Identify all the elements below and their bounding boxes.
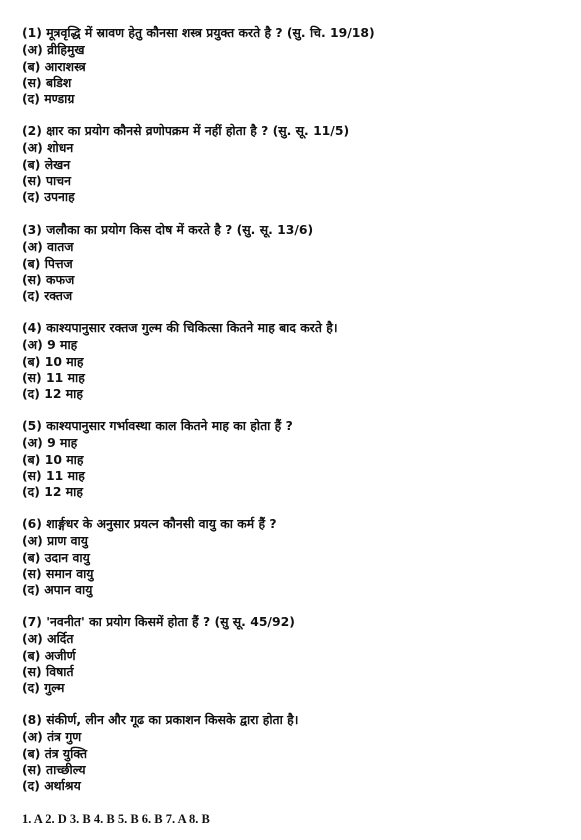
option-c: (स) विषार्त [22, 663, 74, 679]
option-a: (अ) व्रीहिमुख [22, 42, 85, 58]
option-d: (द) गुल्म [22, 680, 65, 696]
option-d: (द) अर्थाश्रय [22, 778, 81, 794]
question-text: (5) काश्यपानुसार गर्भावस्था काल कितने माह का होता हैं ? [22, 418, 293, 433]
question-block [22, 222, 567, 304]
question-text: (2) क्षार का प्रयोग कौनसे व्रणोपक्रम में नहीं होता है ? (सु. सू. 11/5) [22, 123, 350, 138]
option-c: (स) 11 माह [22, 467, 85, 483]
question-block [22, 320, 567, 402]
question-block [22, 418, 567, 500]
question-text: (1) मूत्रवृद्धि में स्रावण हेतु कौनसा शस्त्र प्रयुक्त करते है ? (सु. चि. 19/18) [22, 25, 375, 40]
option-b: (ब) 10 माह [22, 451, 84, 467]
option-d: (द) रक्तज [22, 288, 73, 304]
answer-key: 1. A 2. D 3. B 4. B 5. B 6. B 7. A 8. B [22, 812, 210, 826]
option-a: (अ) प्राण वायु [22, 533, 88, 549]
option-a: (अ) तंत्र गुण [22, 729, 82, 745]
option-b: (ब) अजीर्ण [22, 647, 76, 663]
question-block [22, 516, 567, 598]
option-d: (द) 12 माह [22, 484, 83, 500]
option-d: (द) उपनाह [22, 189, 75, 205]
option-a: (अ) शोधन [22, 140, 74, 156]
option-a: (अ) वातज [22, 239, 74, 255]
option-b: (ब) लेखन [22, 156, 71, 172]
question-text: (3) जलौका का प्रयोग किस दोष में करते है ? (सु. सू. 13/6) [22, 222, 314, 237]
question-text: (4) काश्यपानुसार रक्तज गुल्म की चिकित्सा कितने माह बाद करते है। [22, 320, 338, 335]
option-b: (ब) 10 माह [22, 353, 84, 369]
question-block [22, 614, 567, 696]
question-block [22, 712, 567, 794]
question-block [22, 25, 567, 107]
option-d: (द) अपान वायु [22, 582, 93, 598]
option-c: (स) बडिश [22, 74, 72, 90]
option-c: (स) कफज [22, 271, 75, 287]
option-a: (अ) 9 माह [22, 435, 78, 451]
option-b: (ब) आराशस्त्र [22, 58, 86, 74]
option-a: (अ) 9 माह [22, 337, 78, 353]
option-c: (स) पाचन [22, 172, 72, 188]
option-d: (द) मण्डाग्र [22, 91, 75, 107]
option-d: (द) 12 माह [22, 386, 83, 402]
option-c: (स) समान वायु [22, 565, 94, 581]
question-block [22, 123, 567, 205]
question-text: (8) संकीर्ण, लीन और गूढ का प्रकाशन किसके द्वारा होता है। [22, 712, 299, 727]
option-b: (ब) उदान वायु [22, 549, 90, 565]
option-c: (स) 11 माह [22, 369, 85, 385]
option-c: (स) ताच्छील्य [22, 761, 86, 777]
question-text: (7) 'नवनीत' का प्रयोग किसमें होता हैं ? (सु सू. 45/92) [22, 614, 295, 629]
option-b: (ब) पित्तज [22, 255, 73, 271]
question-text: (6) शार्ङ्गधर के अनुसार प्रयत्न कौनसी वायु का कर्म हैं ? [22, 516, 277, 531]
option-a: (अ) अर्दित [22, 631, 74, 647]
option-b: (ब) तंत्र युक्ति [22, 745, 88, 761]
